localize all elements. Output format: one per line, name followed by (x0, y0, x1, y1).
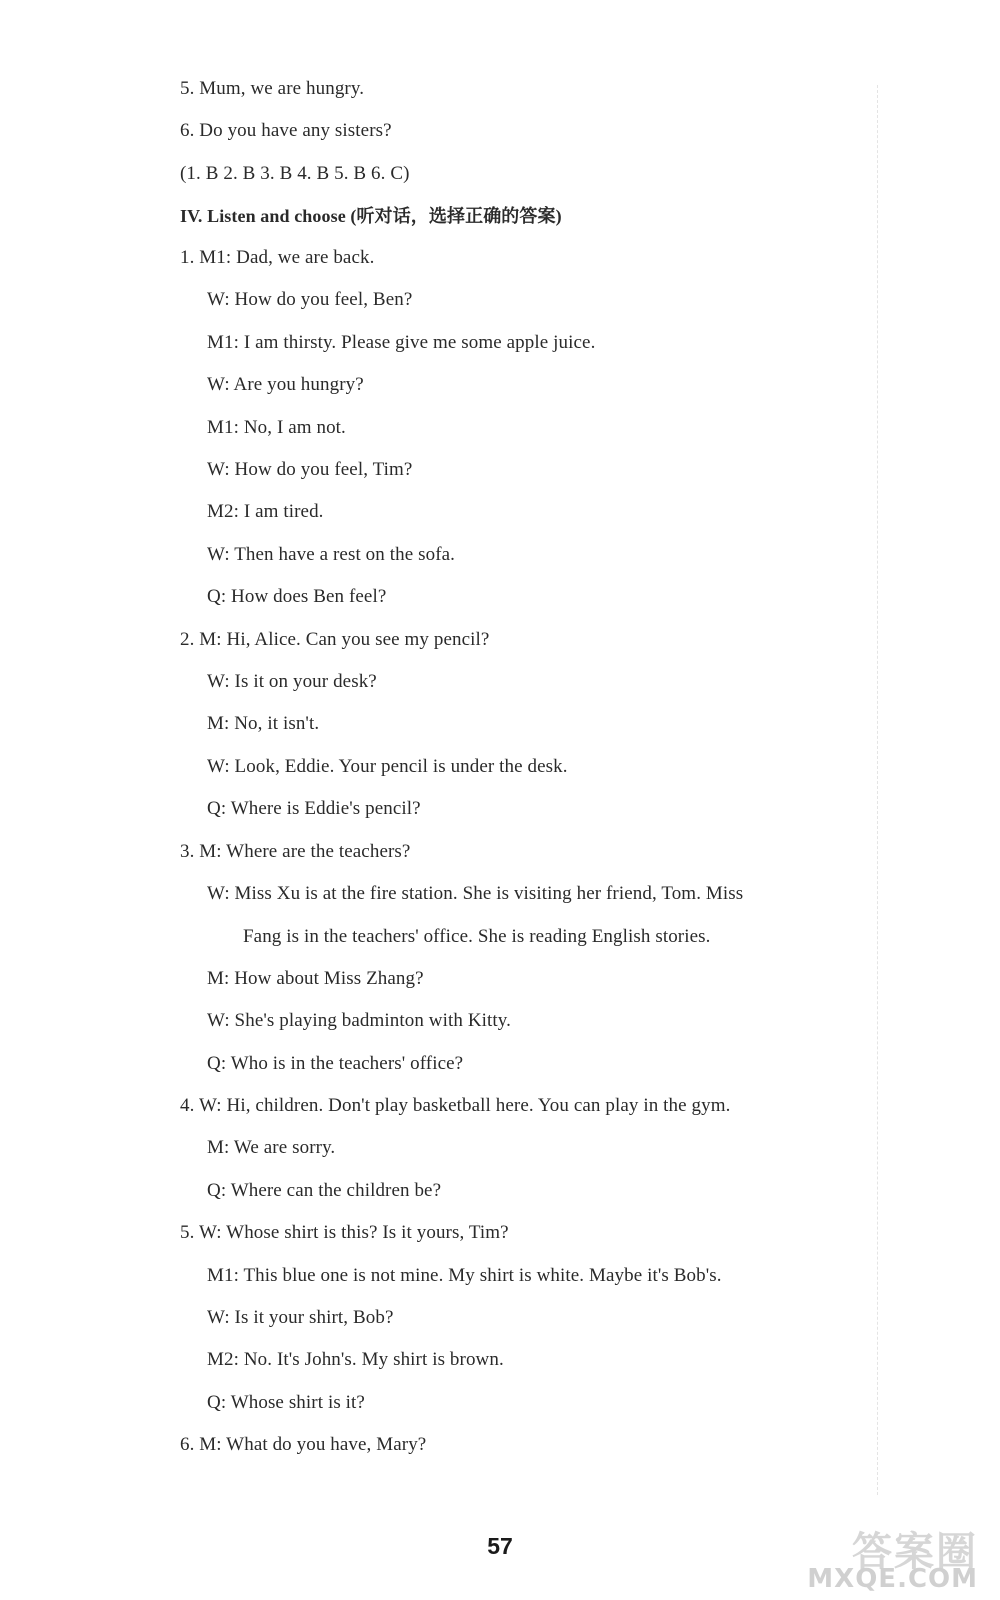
dialogue-line: W: Miss Xu is at the fire station. She is visiting her friend, Tom. Miss (207, 883, 744, 904)
question-line: Q: Where can the children be? (207, 1180, 442, 1201)
watermark-logo (788, 1520, 978, 1594)
watermark-logo-bottom: MXQE.COM (807, 1564, 978, 1594)
margin-rule (877, 85, 878, 1495)
dialogue-line: M: We are sorry. (207, 1137, 336, 1158)
dialogue-line: 2. M: Hi, Alice. Can you see my pencil? (180, 629, 490, 650)
dialogue-line: M1: No, I am not. (207, 417, 346, 438)
section-heading: IV. Listen and choose (听对话，选择正确的答案) (180, 206, 562, 226)
dialogue-line: 5. W: Whose shirt is this? Is it yours, Tim? (180, 1222, 509, 1243)
dialogue-line: 4. W: Hi, children. Don't play basketball here. You can play in the gym. (180, 1095, 731, 1116)
dialogue-line: M2: I am tired. (207, 501, 324, 522)
dialogue-line: W: Is it on your desk? (207, 671, 377, 692)
dialogue-line: W: Look, Eddie. Your pencil is under the desk. (207, 756, 568, 777)
dialogue-line: 3. M: Where are the teachers? (180, 841, 411, 862)
question-line: Q: Who is in the teachers' office? (207, 1053, 464, 1074)
dialogue-line-continued: Fang is in the teachers' office. She is reading English stories. (243, 926, 711, 947)
dialogue-line: 6. M: What do you have, Mary? (180, 1434, 427, 1455)
dialogue-line: M1: I am thirsty. Please give me some apple juice. (207, 332, 596, 353)
dialogue-line: M1: This blue one is not mine. My shirt is white. Maybe it's Bob's. (207, 1265, 722, 1286)
answer-key-line: (1. B 2. B 3. B 4. B 5. B 6. C) (180, 163, 410, 184)
dialogue-line: W: She's playing badminton with Kitty. (207, 1010, 511, 1031)
dialogue-line: W: Is it your shirt, Bob? (207, 1307, 394, 1328)
dialogue-line: M: No, it isn't. (207, 713, 320, 734)
dialogue-line: W: Are you hungry? (207, 374, 364, 395)
dialogue-line: M2: No. It's John's. My shirt is brown. (207, 1349, 504, 1370)
watermark-logo-top: 答案圈 (852, 1529, 978, 1575)
question-line: Q: Whose shirt is it? (207, 1392, 365, 1413)
question-line: Q: How does Ben feel? (207, 586, 387, 607)
page-number: 57 (487, 1533, 513, 1559)
text-line: 6. Do you have any sisters? (180, 120, 392, 141)
dialogue-line: 1. M1: Dad, we are back. (180, 247, 375, 268)
dialogue-line: W: How do you feel, Tim? (207, 459, 413, 480)
question-line: Q: Where is Eddie's pencil? (207, 798, 421, 819)
dialogue-line: W: Then have a rest on the sofa. (207, 544, 456, 565)
text-line: 5. Mum, we are hungry. (180, 78, 365, 99)
dialogue-line: W: How do you feel, Ben? (207, 289, 413, 310)
dialogue-line: M: How about Miss Zhang? (207, 968, 424, 989)
